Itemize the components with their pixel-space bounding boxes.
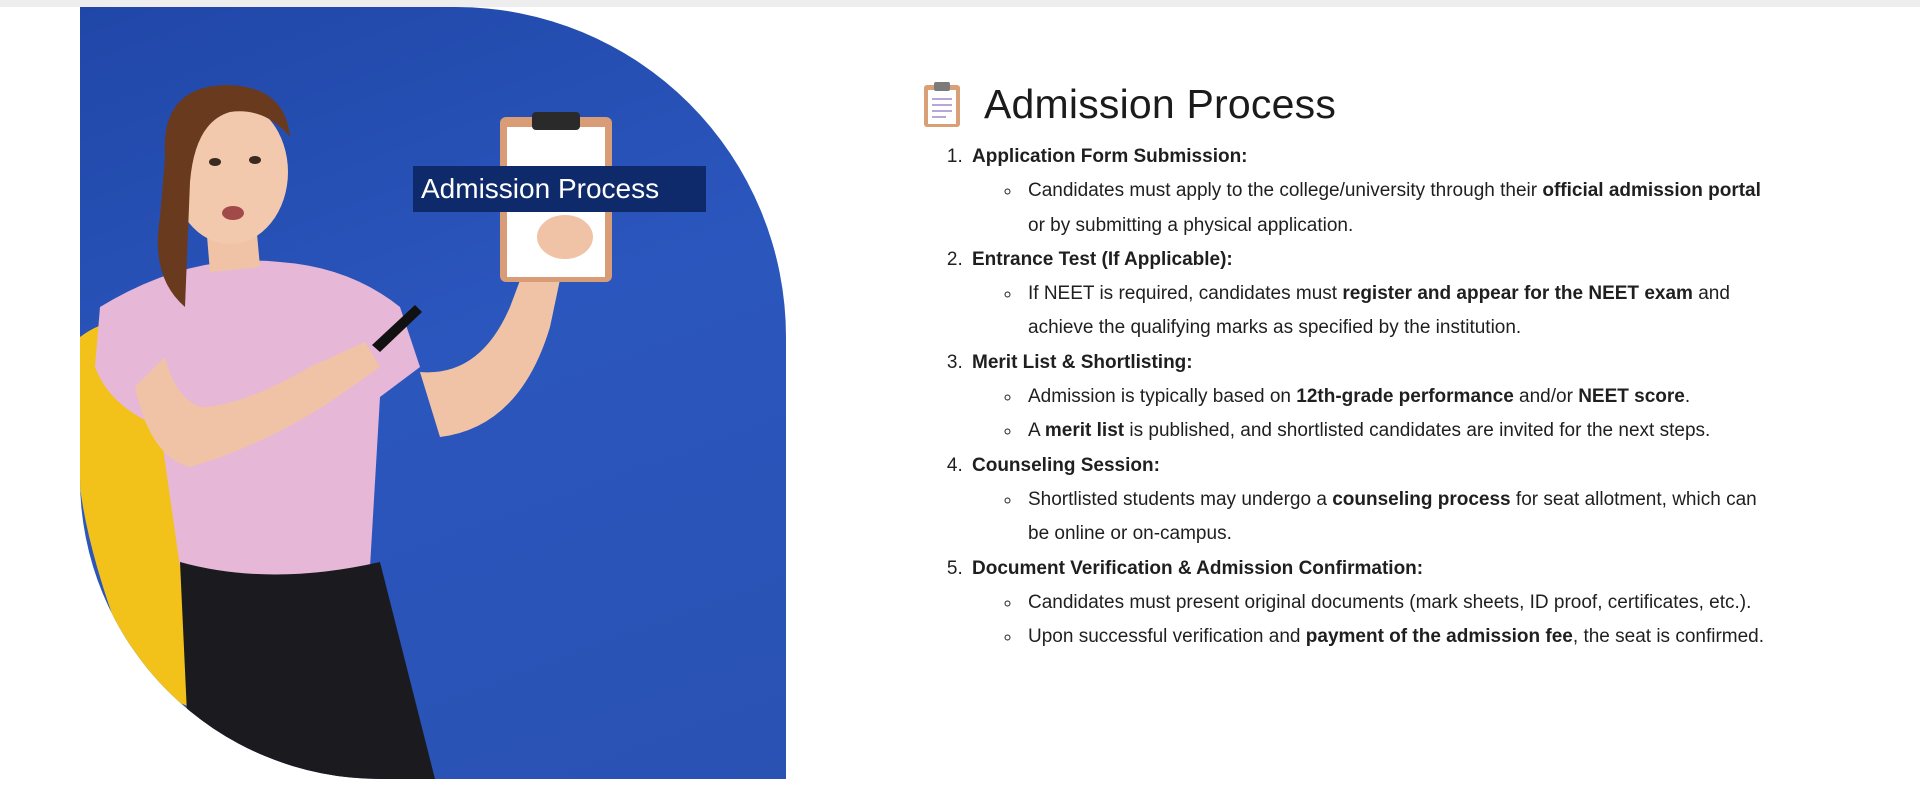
- admission-process-section: [922, 78, 1782, 654]
- step-details-list: [972, 174, 1782, 243]
- emphasis-text: register and appear for the NEET exam: [1342, 283, 1693, 305]
- detail-text: and achieve the qualifying marks as specified by the institution.: [1028, 283, 1730, 339]
- detail-text: Candidates must present original documents (mark sheets, ID proof, certificates, etc.).: [1028, 591, 1752, 613]
- step-detail: [1022, 174, 1782, 243]
- detail-text: Upon successful verification and: [1028, 626, 1306, 648]
- emphasis-text: NEET score: [1578, 386, 1685, 408]
- top-strip: [0, 0, 1920, 7]
- emphasis-text: official admission portal: [1542, 180, 1761, 202]
- step-title: Counseling Session:: [972, 454, 1160, 476]
- hero-image: [80, 7, 786, 779]
- step-detail: [1022, 620, 1782, 654]
- admission-step: [968, 243, 1782, 346]
- emphasis-text: payment of the admission fee: [1305, 626, 1573, 648]
- detail-text: is published, and shortlisted candidates are invited for the next steps.: [1124, 420, 1711, 442]
- step-title: Merit List & Shortlisting:: [972, 351, 1193, 373]
- step-detail: [1022, 586, 1782, 620]
- admission-step: [968, 140, 1782, 243]
- detail-text: A: [1028, 420, 1045, 442]
- admission-step: [968, 449, 1782, 552]
- hero-caption: Admission Process: [413, 166, 706, 212]
- clipboard-icon: [922, 81, 962, 127]
- step-details-list: [972, 483, 1782, 552]
- step-title: Document Verification & Admission Confirmation:: [972, 557, 1424, 579]
- admission-step: [968, 552, 1782, 655]
- step-details-list: [972, 586, 1782, 655]
- step-detail: [1022, 414, 1782, 448]
- step-details-list: [972, 277, 1782, 346]
- step-detail: [1022, 277, 1782, 346]
- detail-text: Shortlisted students may undergo a: [1028, 488, 1333, 510]
- detail-text: , the seat is confirmed.: [1572, 626, 1765, 648]
- admission-steps-list: [922, 140, 1782, 654]
- section-header: [922, 78, 1782, 130]
- emphasis-text: 12th-grade performance: [1296, 386, 1514, 408]
- detail-text: and/or: [1513, 386, 1579, 408]
- detail-text: or by submitting a physical application.: [1028, 214, 1354, 236]
- step-title: Entrance Test (If Applicable):: [972, 248, 1233, 270]
- step-details-list: [972, 380, 1782, 449]
- step-title: Application Form Submission:: [972, 146, 1248, 167]
- page-title: Admission Process: [984, 80, 1337, 127]
- detail-text: If NEET is required, candidates must: [1028, 283, 1343, 305]
- detail-text: for seat allotment, which can be online or on-campus.: [1028, 488, 1757, 545]
- step-detail: [1022, 380, 1782, 414]
- detail-text: .: [1684, 386, 1691, 408]
- step-detail: [1022, 483, 1782, 552]
- detail-text: Candidates must apply to the college/university through their: [1028, 180, 1543, 202]
- student-illustration: [80, 7, 786, 779]
- emphasis-text: merit list: [1044, 420, 1125, 442]
- emphasis-text: counseling process: [1332, 488, 1511, 510]
- admission-step: [968, 346, 1782, 449]
- detail-text: Admission is typically based on: [1028, 386, 1297, 408]
